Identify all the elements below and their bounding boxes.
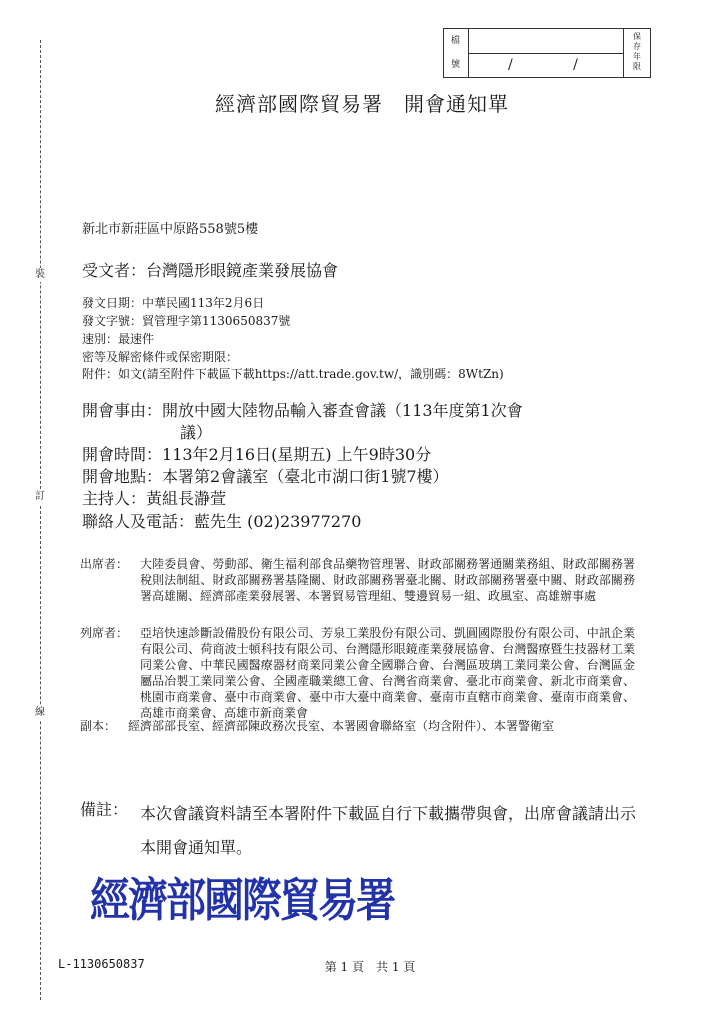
- archive-label-file: 檔: [451, 36, 461, 46]
- doc-number-label: 發文字號：: [82, 314, 143, 328]
- meeting-subject-line2: 議）: [180, 423, 213, 442]
- note-label: 備註：: [80, 800, 129, 819]
- archive-retention-cell: [623, 29, 651, 77]
- observers-text: 亞培快速診斷設備股份有限公司、芳泉工業股份有限公司、凱圓國際股份有限公司、中訊企業有限公司、荷商波士頓科技有限公司、台灣隱形眼鏡產業發展協會、台灣醫療暨生技器材工業同業公會、中華民國醫療器材商業同業公會全國聯合會、台灣區玻璃工業同業公會、台灣區金屬品冶製工業同業公會、全國產職業總工會、台灣省商業會、臺北市商業會、新北市商業會、桃園市商業會、臺中市商業會、臺中市大臺中商業會、臺南市直轄市商業會、臺南市商業會、高雄市商業會、高雄市新商業會: [140, 626, 635, 720]
- page-title: 經濟部國際貿易署 開會通知單: [215, 92, 509, 116]
- meeting-time-value: 113年2月16日(星期五) 上午9時30分: [162, 445, 432, 464]
- attachment: [82, 366, 504, 382]
- meeting-time: [82, 444, 431, 466]
- issue-date-label: 發文日期：: [82, 296, 143, 310]
- recipient-label: 受文者：: [82, 261, 147, 280]
- archive-label-retention: 保存年限: [633, 32, 641, 71]
- meeting-host-value: 黃組長瀞萱: [146, 489, 227, 508]
- meeting-contact-label: 聯絡人及電話：: [82, 512, 195, 531]
- doc-number: [82, 313, 290, 329]
- recipient-value: 台灣隱形眼鏡產業發展協會: [146, 261, 339, 280]
- attendees-text: 大陸委員會、勞動部、衛生福利部食品藥物管理署、財政部關務署通關業務組、財政部關務署稅則法制組、財政部關務署基隆關、財政部關務署臺北關、財政部關務署臺中關、財政部關務署高雄關、經濟部產業發展署、本署貿易管理組、雙邊貿易一組、政風室、高雄辦事處: [140, 557, 635, 603]
- copies-label: 副本：: [80, 719, 117, 733]
- binding-char-xian: 線: [35, 707, 45, 718]
- doc-code: L-1130650837: [58, 957, 145, 971]
- archive-no-slashes: / /: [508, 57, 606, 73]
- meeting-place: [82, 466, 449, 488]
- meeting-contact: [82, 511, 361, 533]
- meeting-subject-label: 開會事由：: [82, 401, 163, 420]
- meeting-time-label: 開會時間：: [82, 445, 163, 464]
- copies-text: 經濟部部長室、經濟部陳政務次長室、本署國會聯絡室（均含附件）、本署警衛室: [128, 719, 555, 733]
- speed-label: 速別：: [82, 332, 119, 346]
- doc-number-value: 貿管理字第1130650837號: [142, 314, 291, 328]
- meeting-host-label: 主持人：: [82, 489, 147, 508]
- archive-box: [443, 28, 651, 78]
- page-number: 第 1 頁 共 1 頁: [324, 960, 416, 974]
- observers-label: 列席者：: [80, 626, 129, 640]
- issue-date-value: 中華民國113年2月6日: [142, 296, 265, 310]
- attachment-value: 如文(請至附件下載區下載https://att.trade.gov.tw/，識別碼：8WtZn): [118, 367, 504, 381]
- meeting-place-label: 開會地點：: [82, 467, 163, 486]
- speed-value: 最速件: [118, 332, 155, 346]
- speed: [82, 331, 154, 347]
- meeting-host: [82, 488, 226, 510]
- secrecy-label: 密等及解密條件或保密期限：: [82, 350, 239, 364]
- sender-address: 新北市新莊區中原路558號5樓: [82, 222, 259, 237]
- attachment-label: 附件：: [82, 367, 119, 381]
- secrecy: [82, 349, 238, 365]
- archive-label-cell: [444, 29, 469, 77]
- meeting-contact-value: 藍先生 (02)23977270: [194, 512, 362, 531]
- archive-label-no: 號: [451, 60, 461, 70]
- recipient: [82, 258, 338, 281]
- attendees-label: 出席者：: [80, 557, 129, 571]
- agency-stamp: 經濟部國際貿易署: [90, 874, 394, 928]
- binding-char-ding: 訂: [35, 491, 45, 502]
- meeting-subject: [82, 400, 523, 422]
- note-text: 本次會議資料請至本署附件下載區自行下載攜帶與會，出席會議請出示本開會通知單。: [140, 804, 637, 857]
- binding-char-zhuang: 裝: [35, 269, 45, 280]
- meeting-subject-line1: 開放中國大陸物品輸入審查會議（113年度第1次會: [162, 401, 523, 420]
- issue-date: [82, 295, 264, 311]
- meeting-place-value: 本署第2會議室（臺北市湖口街1號7樓）: [162, 467, 449, 486]
- binding-line: [40, 40, 41, 1000]
- archive-row-divider: [468, 53, 623, 54]
